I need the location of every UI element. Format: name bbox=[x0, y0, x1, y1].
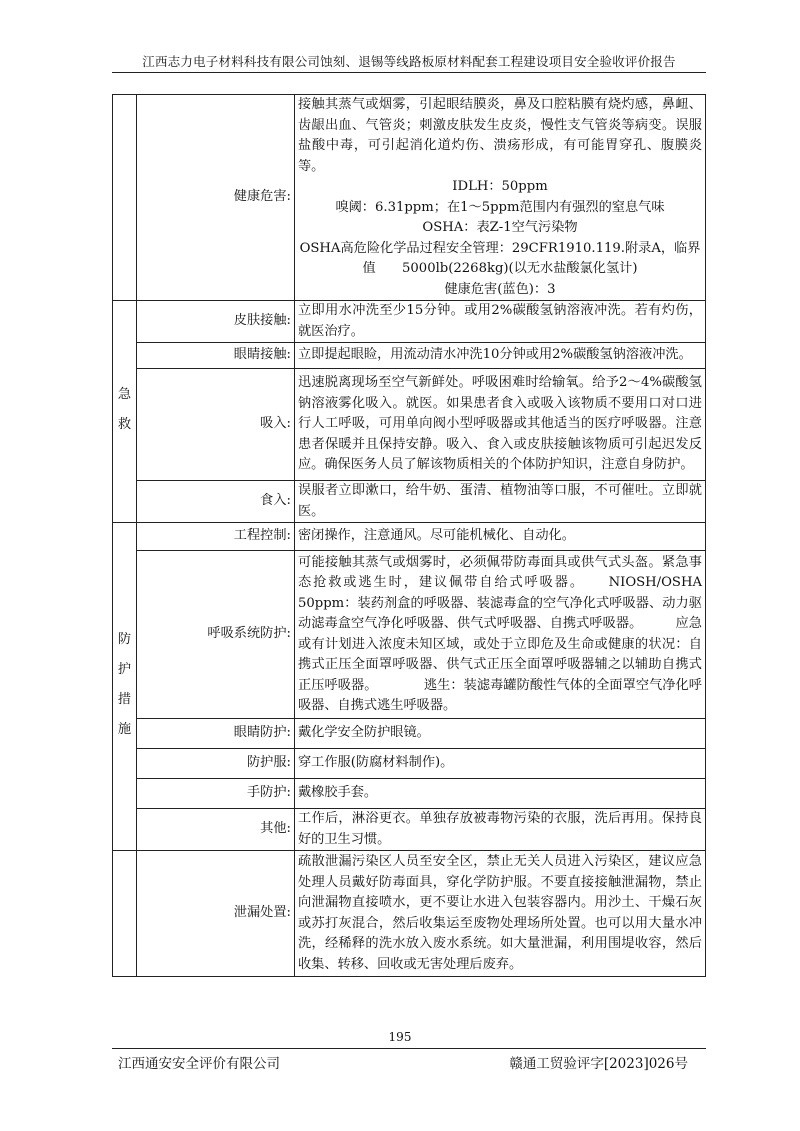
category-char: 护 bbox=[117, 661, 132, 677]
table-row-other bbox=[113, 809, 706, 851]
table-row-engineering bbox=[113, 523, 706, 551]
footer-company: 江西通安安全评价有限公司 bbox=[118, 1056, 280, 1072]
row-label-spill: 泄漏处置: bbox=[137, 851, 295, 977]
row-label-clothing: 防护服: bbox=[137, 749, 295, 779]
health-line: OSHA：表Z-1空气污染物 bbox=[422, 220, 578, 235]
row-label-engineering: 工程控制: bbox=[137, 523, 295, 551]
eye-content: 立即提起眼睑，用流动清水冲洗10分钟或用2%碳酸氢钠溶液冲洗。 bbox=[295, 343, 706, 369]
row-label-inhalation: 吸入: bbox=[137, 369, 295, 481]
row-label-eye-protection: 眼睛防护: bbox=[137, 719, 295, 749]
engineering-content: 密闭操作，注意通风。尽可能机械化、自动化。 bbox=[295, 523, 706, 551]
table-row-clothing bbox=[113, 749, 706, 779]
table-row-inhalation bbox=[113, 369, 706, 481]
row-label-skin: 皮肤接触: bbox=[137, 301, 295, 343]
category-cell-empty bbox=[113, 95, 137, 301]
ingestion-content: 误服者立即漱口，给牛奶、蛋清、植物油等口服，不可催吐。立即就医。 bbox=[295, 481, 706, 523]
report-header: 江西志力电子材料科技有限公司蚀刻、退锡等线路板原材料配套工程建设项目安全验收评价报告 bbox=[142, 54, 676, 69]
category-char: 防 bbox=[117, 631, 132, 647]
row-label-eye: 眼睛接触: bbox=[137, 343, 295, 369]
health-line: 接触其蒸气或烟雾，引起眼结膜炎，鼻及口腔粘膜有烧灼感，鼻衄、齿龈出血、气管炎；刺激皮肤发生皮炎，慢性支气管炎等病变。误服盐酸中毒，可引起消化道灼伤、溃疡形成，有可能胃穿孔、腹膜炎等。 bbox=[298, 97, 702, 174]
eye-protection-content: 戴化学安全防护眼镜。 bbox=[295, 719, 706, 749]
table-row-ingestion bbox=[113, 481, 706, 523]
table-row-respiratory bbox=[113, 551, 706, 719]
row-label-other: 其他: bbox=[137, 809, 295, 851]
health-line: 健康危害(蓝色)：3 bbox=[444, 281, 556, 297]
clothing-content: 穿工作服(防腐材料制作)。 bbox=[295, 749, 706, 779]
hand-content: 戴橡胶手套。 bbox=[295, 779, 706, 809]
inhalation-content: 迅速脱离现场至空气新鲜处。呼吸困难时给输氧。给予2～4%碳酸氢钠溶液雾化吸入。就医。如果患者食入或吸入该物质不要用口对口进行人工呼吸，可用单向阀小型呼吸器或其他适当的医疗呼吸器。注意患者保暖并且保持安静。吸入、食入或皮肤接触该物质可引起迟发反应。确保医务人员了解该物质相关的个体防护知识，注意自身防护。 bbox=[295, 369, 706, 481]
row-label-health: 健康危害: bbox=[137, 95, 295, 301]
table-row-hand bbox=[113, 779, 706, 809]
footer-rule bbox=[112, 1048, 706, 1049]
category-cell-empty bbox=[113, 851, 137, 977]
respiratory-content: 可能接触其蒸气或烟雾时，必须佩带防毒面具或供气式头盔。紧急事态抢救或逃生时，建议佩带自给式呼吸器。 NIOSH/OSHA 50ppm：装药剂盒的呼吸器、装滤毒盒的空气净化式呼吸器、动力驱动滤毒盒空气净化呼吸器、供气式呼吸器、自携式呼吸器。 应急或有计划进入浓度未知区域，或处于立即危及生命或健康的状况：自携式正压全面罩呼吸器、供气式正压全面罩呼吸器辅之以辅助自携式正压呼吸器。 逃生：装滤毒罐防酸性气体的全面罩空气净化呼吸器、自携式逃生呼吸器。 bbox=[295, 551, 706, 719]
table-row-skin bbox=[113, 301, 706, 343]
table-row-health bbox=[113, 95, 706, 301]
category-char: 救 bbox=[117, 416, 132, 432]
category-first-aid bbox=[113, 301, 137, 523]
category-protection bbox=[113, 523, 137, 851]
health-content bbox=[295, 95, 706, 301]
table-row-eye bbox=[113, 343, 706, 369]
category-char: 施 bbox=[117, 721, 132, 737]
footer-doc-number: 赣通工贸验评字[2023]026号 bbox=[509, 1056, 688, 1072]
row-label-hand: 手防护: bbox=[137, 779, 295, 809]
skin-content: 立即用水冲洗至少15分钟。或用2%碳酸氢钠溶液冲洗。若有灼伤，就医治疗。 bbox=[295, 301, 706, 343]
table-row-spill bbox=[113, 851, 706, 977]
table-row-eye-protection bbox=[113, 719, 706, 749]
row-label-ingestion: 食入: bbox=[137, 481, 295, 523]
page-number: 195 bbox=[388, 1030, 412, 1044]
health-line: IDLH：50ppm bbox=[452, 179, 548, 194]
category-char: 急 bbox=[117, 386, 132, 402]
row-label-respiratory: 呼吸系统防护: bbox=[137, 551, 295, 719]
health-line: OSHA高危险化学品过程安全管理：29CFR1910.119.附录A，临界值 5000lb(2268kg)(以无水盐酸氯化氢计) bbox=[299, 240, 701, 276]
category-char: 措 bbox=[117, 691, 132, 707]
health-line: 嗅阈：6.31ppm；在1～5ppm范围内有强烈的窒息气味 bbox=[335, 199, 665, 215]
other-content: 工作后，淋浴更衣。单独存放被毒物污染的衣服，洗后再用。保持良好的卫生习惯。 bbox=[295, 809, 706, 851]
safety-table bbox=[112, 94, 755, 977]
spill-content: 疏散泄漏污染区人员至安全区，禁止无关人员进入污染区，建议应急处理人员戴好防毒面具，穿化学防护服。不要直接接触泄漏物，禁止向泄漏物直接喷水，更不要让水进入包装容器内。用沙土、干燥石灰或苏打灰混合，然后收集运至废物处理场所处置。也可以用大量水冲洗，经稀释的洗水放入废水系统。如大量泄漏，利用围堤收容，然后收集、转移、回收或无害处理后废弃。 bbox=[295, 851, 706, 977]
header-rule bbox=[112, 72, 706, 73]
